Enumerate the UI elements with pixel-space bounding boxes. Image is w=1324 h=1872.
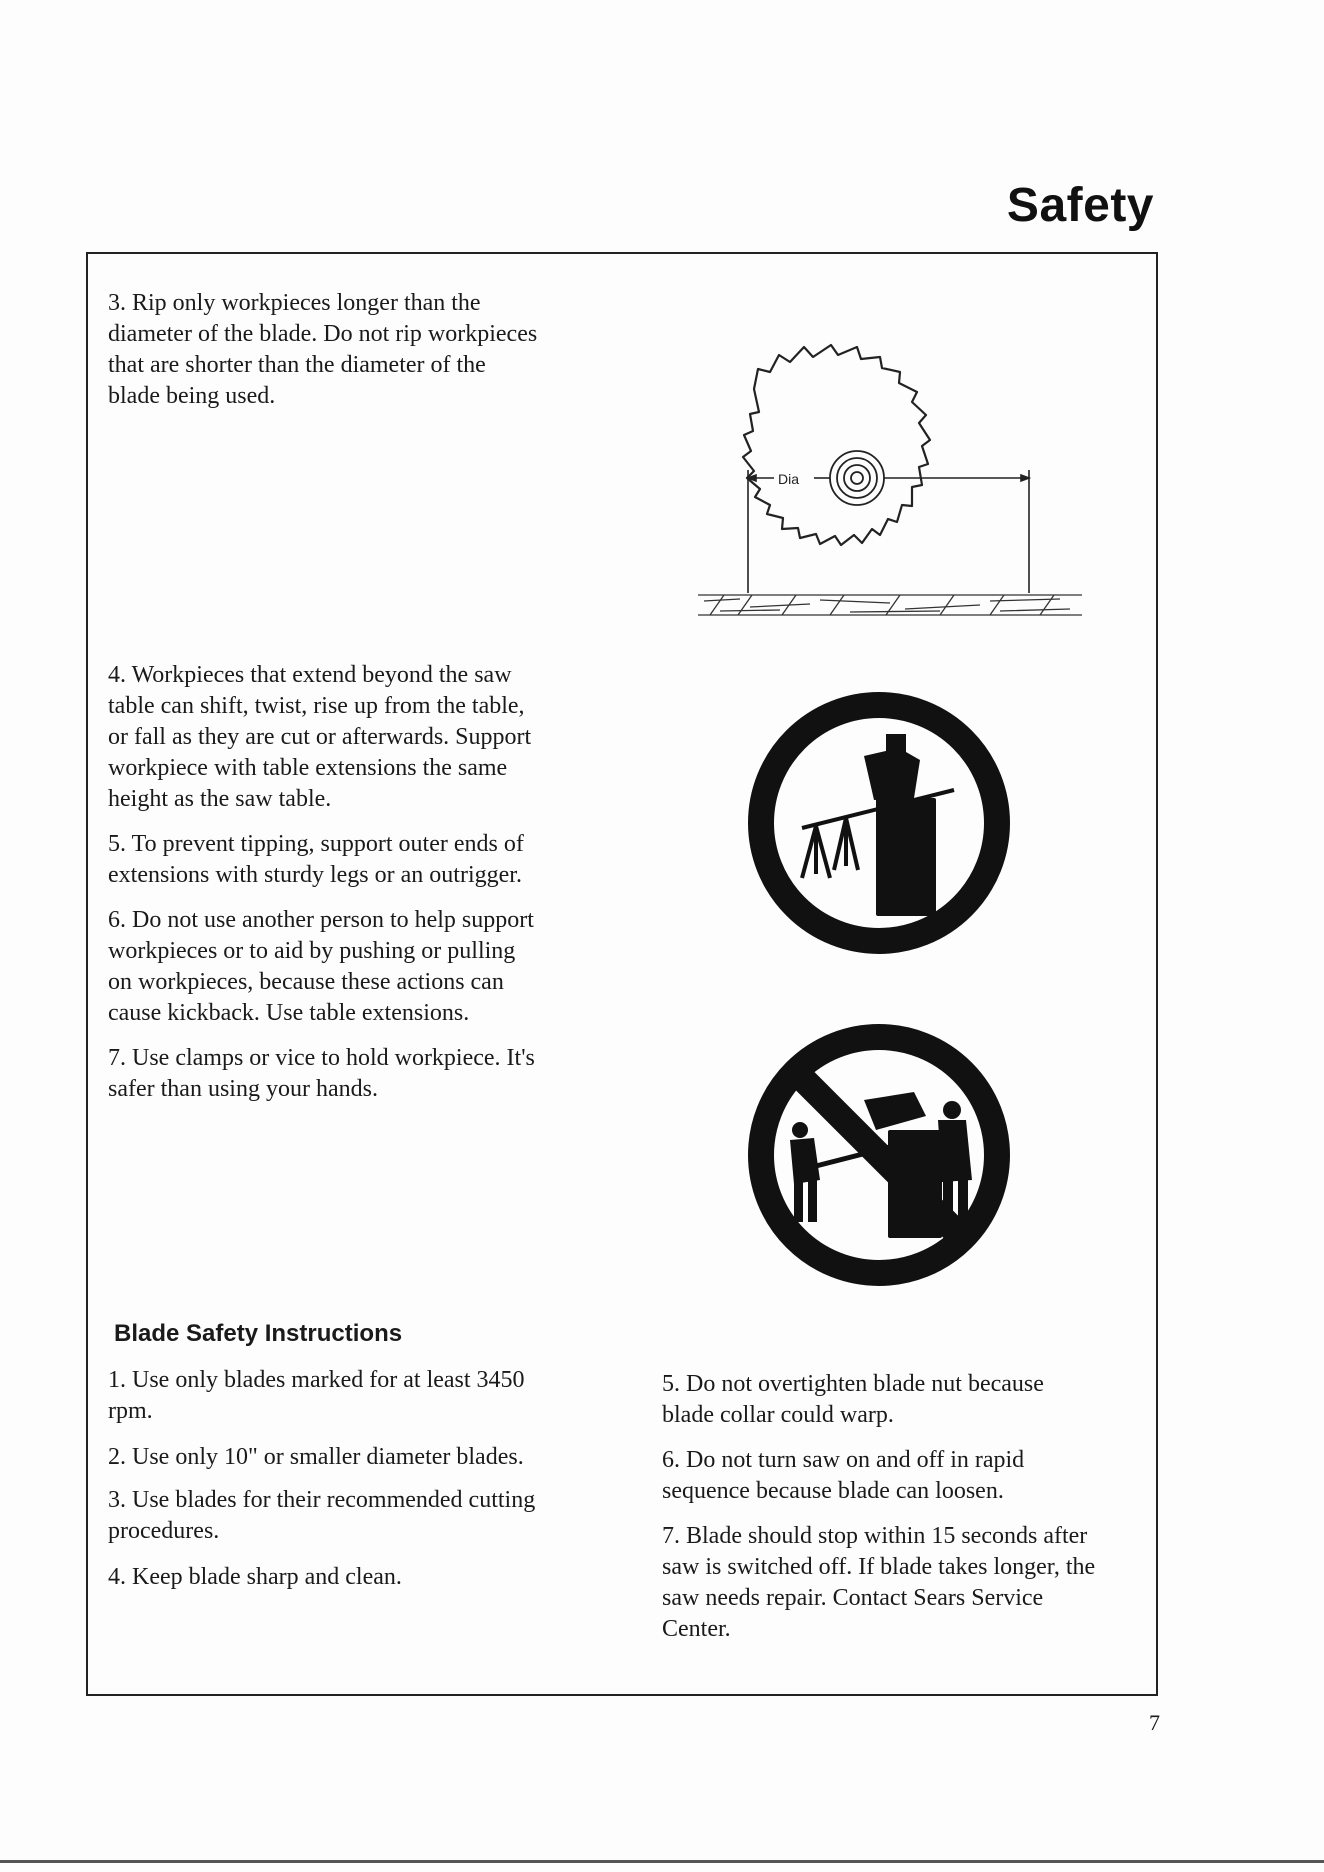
item-number: 2. — [108, 1444, 126, 1470]
blade-item-1 — [108, 1365, 525, 1427]
item-number: 5. — [662, 1371, 680, 1397]
item-number: 6. — [108, 907, 126, 933]
item-text: Blade should stop within 15 seconds after saw is switched off. If blade takes longer, the saw needs repair. Contact Sears Service Center. — [662, 1523, 1096, 1642]
item-text: Use only 10" or smaller diameter blades. — [132, 1444, 524, 1470]
blade-item-6 — [662, 1445, 1024, 1507]
blade-item-5 — [662, 1369, 1044, 1431]
item-text: Do not turn saw on and off in rapid sequence because blade can loosen. — [662, 1447, 1025, 1504]
saw-blade-diameter-icon — [690, 325, 1090, 630]
item-number: 4. — [108, 662, 126, 688]
item-number: 6. — [662, 1447, 680, 1473]
item-number: 5. — [108, 831, 126, 857]
item-text: Use clamps or vice to hold workpiece. It's safer than using your hands. — [108, 1045, 535, 1102]
item-number: 1. — [108, 1367, 126, 1393]
item-number: 7. — [108, 1045, 126, 1071]
blade-item-7 — [662, 1521, 1095, 1645]
item-text: Rip only workpieces longer than the diameter of the blade. Do not rip workpieces that are shorter than the diameter of the blade being used. — [108, 290, 538, 409]
safety-item-7 — [108, 1043, 535, 1105]
page-number: 7 — [1149, 1710, 1160, 1735]
item-text: Keep blade sharp and clean. — [132, 1564, 402, 1590]
item-number: 4. — [108, 1564, 126, 1590]
scan-edge-rule — [0, 1860, 1324, 1863]
safety-item-5 — [108, 829, 524, 891]
saw-blade-outline — [743, 345, 930, 545]
item-number: 3. — [108, 1487, 126, 1513]
blade-item-3 — [108, 1485, 535, 1547]
blade-item-2 — [108, 1442, 524, 1473]
section-title: Safety — [1006, 179, 1154, 232]
safety-item-6 — [108, 905, 534, 1029]
diameter-label: Dia — [778, 471, 800, 487]
item-text: Use only blades marked for at least 3450 rpm. — [108, 1367, 525, 1424]
blade-safety-heading: Blade Safety Instructions — [114, 1320, 403, 1347]
item-text: To prevent tipping, support outer ends of extensions with sturdy legs or an outrigger. — [108, 831, 524, 888]
item-text: Workpieces that extend beyond the saw table can shift, twist, rise up from the table, or fall as they are cut or afterwards. Support workpiece with table extensions the same height as the saw table. — [108, 662, 532, 812]
item-number: 7. — [662, 1523, 680, 1549]
no-helper-prohibited-icon — [744, 1020, 1014, 1290]
item-text: Do not overtighten blade nut because blade collar could warp. — [662, 1371, 1044, 1428]
blade-item-4 — [108, 1562, 402, 1593]
safety-item-4 — [108, 660, 531, 815]
item-text: Use blades for their recommended cutting procedures. — [108, 1487, 536, 1544]
item-number: 3. — [108, 290, 126, 316]
safety-item-3 — [108, 288, 537, 412]
item-text: Do not use another person to help support workpieces or to aid by pushing or pulling on workpieces, because these actions can cause kickback. Use table extensions. — [108, 907, 534, 1026]
table-extension-support-icon — [744, 688, 1014, 958]
